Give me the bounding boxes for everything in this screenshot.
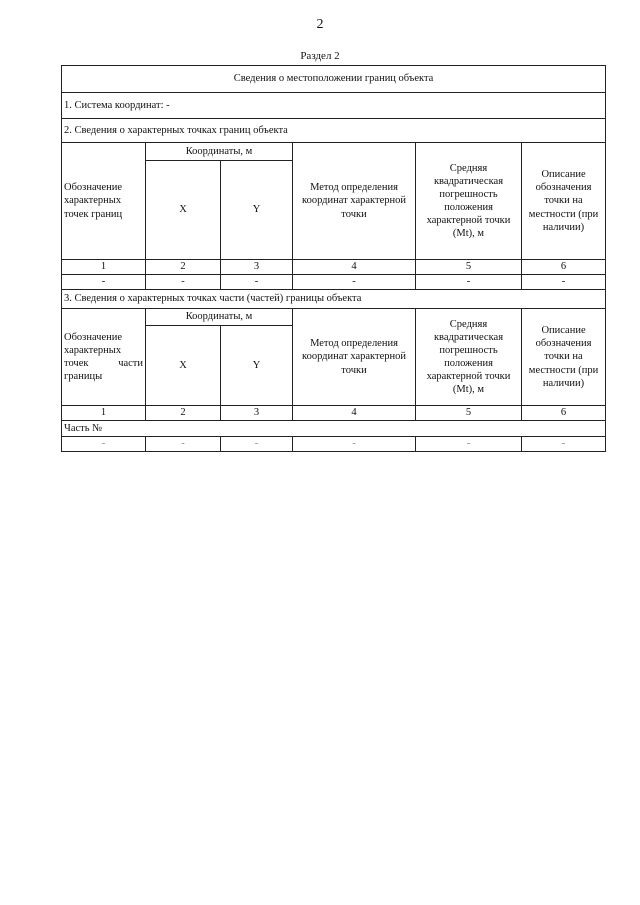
section2-header-row-1 (62, 143, 606, 161)
section3-header-row-1 (62, 309, 606, 326)
col-coords: Координаты, м (146, 143, 293, 161)
col-number: 1 (62, 260, 146, 275)
table-row (62, 275, 606, 290)
col-y: Y (221, 326, 293, 406)
table-cell: - (293, 275, 416, 290)
col-coords: Координаты, м (146, 309, 293, 326)
coord-system: 1. Система координат: - (62, 93, 606, 119)
table-row (62, 437, 606, 452)
col-method: Метод определения координат характерной точки (293, 143, 416, 260)
table-cell: - (293, 437, 416, 452)
page-number: 2 (316, 17, 324, 32)
coord-system-row (62, 93, 606, 119)
col-error: Средняя квадратическая погрешность положения характерной точки (Mt), м (416, 309, 522, 406)
col-number: 2 (146, 260, 221, 275)
section3-heading: 3. Сведения о характерных точках части (частей) границы объекта (62, 290, 606, 309)
col-method: Метод определения координат характерной точки (293, 309, 416, 406)
col-y: Y (221, 161, 293, 260)
section3-heading-row (62, 290, 606, 309)
table-cell: - (522, 275, 606, 290)
col-number: 6 (522, 260, 606, 275)
col-description: Описание обозначения точки на местности (при наличии) (522, 143, 606, 260)
table-cell: - (416, 275, 522, 290)
col-number: 4 (293, 260, 416, 275)
table-cell: - (146, 437, 221, 452)
part-row (62, 421, 606, 437)
section2-heading: 2. Сведения о характерных точках границ объекта (62, 119, 606, 143)
col-number: 2 (146, 406, 221, 421)
table-cell: - (221, 275, 293, 290)
boundary-table (61, 65, 606, 452)
col-error: Средняя квадратическая погрешность положения характерной точки (Mt), м (416, 143, 522, 260)
col-x: X (146, 326, 221, 406)
table-cell: - (221, 437, 293, 452)
table-cell: - (146, 275, 221, 290)
table-cell: - (62, 275, 146, 290)
col-designation: Обозначение характерных точек границ (62, 143, 146, 260)
col-number: 5 (416, 260, 522, 275)
section2-heading-row (62, 119, 606, 143)
col-description: Описание обозначения точки на местности (при наличии) (522, 309, 606, 406)
col-number: 4 (293, 406, 416, 421)
section2-numbers-row (62, 260, 606, 275)
section-title: Раздел 2 (300, 50, 340, 62)
table-title: Сведения о местоположении границ объекта (62, 66, 606, 93)
table-cell: - (522, 437, 606, 452)
table-cell: - (416, 437, 522, 452)
table-title-row (62, 66, 606, 93)
col-number: 1 (62, 406, 146, 421)
table-cell: - (62, 437, 146, 452)
col-number: 3 (221, 406, 293, 421)
section3-numbers-row (62, 406, 606, 421)
col-number: 5 (416, 406, 522, 421)
col-x: X (146, 161, 221, 260)
col-number: 6 (522, 406, 606, 421)
col-number: 3 (221, 260, 293, 275)
col-designation: Обозначение характерных точек части границы (62, 309, 146, 406)
part-label: Часть № (62, 421, 606, 437)
